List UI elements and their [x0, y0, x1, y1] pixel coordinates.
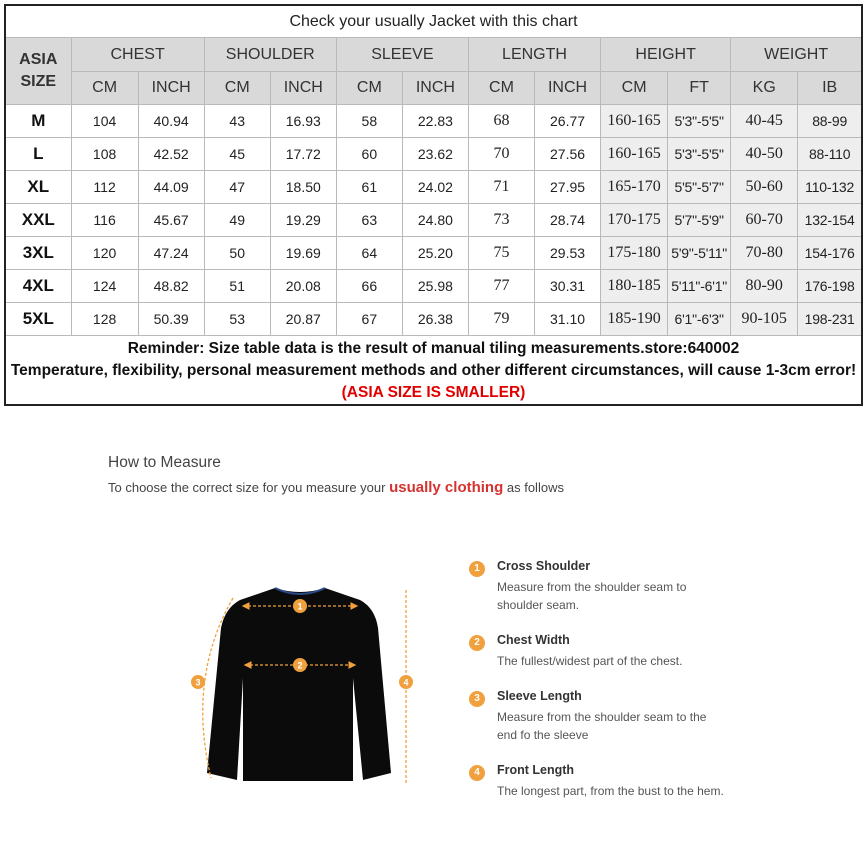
table-cell: 66 [336, 270, 402, 303]
long-sleeve-shirt-illustration [185, 548, 425, 788]
chart-title: Check your usually Jacket with this chart [5, 5, 862, 38]
step-1-badge: 1 [469, 561, 485, 577]
column-group-header: HEIGHT [601, 38, 731, 72]
instruction-desc: The fullest/widest part of the chest. [497, 654, 683, 668]
table-cell: 19.29 [270, 204, 336, 237]
table-cell: 185-190 [601, 303, 668, 336]
table-row [5, 270, 862, 303]
column-group-header: CHEST [71, 38, 204, 72]
unit-header: INCH [138, 72, 204, 105]
table-cell: 5'5"-5'7" [668, 171, 731, 204]
table-cell: 79 [468, 303, 534, 336]
table-cell: 40-50 [731, 138, 798, 171]
table-cell: 110-132 [798, 171, 862, 204]
instruction-desc: Measure from the shoulder seam to shoulder seam. [497, 580, 687, 612]
instruction-desc: The longest part, from the bust to the hem. [497, 784, 724, 798]
note-row [5, 336, 862, 406]
table-cell: 70 [468, 138, 534, 171]
subtitle-highlight: usually clothing [389, 479, 504, 496]
table-cell: 58 [336, 105, 402, 138]
instruction-title: Sleeve Length [497, 689, 582, 703]
table-cell: 20.87 [270, 303, 336, 336]
table-row [5, 303, 862, 336]
table-cell: 47.24 [138, 237, 204, 270]
unit-header: IB [798, 72, 862, 105]
measure-badge-3-label: 3 [195, 677, 201, 688]
table-cell: 70-80 [731, 237, 798, 270]
instruction-title: Front Length [497, 763, 575, 777]
table-cell: 71 [468, 171, 534, 204]
table-cell: 44.09 [138, 171, 204, 204]
asia-label-line2: SIZE [20, 73, 57, 90]
table-cell: 40.94 [138, 105, 204, 138]
table-cell: 116 [71, 204, 138, 237]
table-cell: 165-170 [601, 171, 668, 204]
table-cell: 5'7"-5'9" [668, 204, 731, 237]
column-group-header: LENGTH [468, 38, 600, 72]
table-cell: 19.69 [270, 237, 336, 270]
table-cell: 90-105 [731, 303, 798, 336]
table-cell: 48.82 [138, 270, 204, 303]
table-cell: 5'3"-5'5" [668, 105, 731, 138]
instruction-desc: Measure from the shoulder seam to the end fo the sleeve [497, 710, 707, 742]
table-cell: 29.53 [535, 237, 601, 270]
table-cell: 88-110 [798, 138, 862, 171]
table-cell: 128 [71, 303, 138, 336]
table-cell: 175-180 [601, 237, 668, 270]
table-cell: 28.74 [535, 204, 601, 237]
unit-header: CM [468, 72, 534, 105]
table-cell: 104 [71, 105, 138, 138]
table-cell: 64 [336, 237, 402, 270]
column-group-header: SLEEVE [336, 38, 468, 72]
unit-header: CM [601, 72, 668, 105]
table-cell: 73 [468, 204, 534, 237]
table-cell: 30.31 [535, 270, 601, 303]
table-cell: 42.52 [138, 138, 204, 171]
step-2-badge: 2 [469, 635, 485, 651]
table-row [5, 204, 862, 237]
instruction-title: Chest Width [497, 633, 570, 647]
table-cell: 26.77 [535, 105, 601, 138]
table-cell: 40-45 [731, 105, 798, 138]
table-cell: 27.95 [535, 171, 601, 204]
table-cell: 120 [71, 237, 138, 270]
table-cell: 60 [336, 138, 402, 171]
unit-header: CM [71, 72, 138, 105]
table-cell: 160-165 [601, 138, 668, 171]
table-cell: 20.08 [270, 270, 336, 303]
table-row [5, 171, 862, 204]
subtitle-text-before: To choose the correct size for you measure your [108, 480, 390, 495]
asia-size-warning: (ASIA SIZE IS SMALLER) [341, 384, 526, 401]
table-cell: 50.39 [138, 303, 204, 336]
unit-header: INCH [535, 72, 601, 105]
table-cell: 45.67 [138, 204, 204, 237]
column-group-header: SHOULDER [204, 38, 336, 72]
table-cell: 198-231 [798, 303, 862, 336]
table-cell: 45 [204, 138, 270, 171]
step-4-badge: 4 [469, 765, 485, 781]
table-cell: 22.83 [402, 105, 468, 138]
unit-header: FT [668, 72, 731, 105]
table-cell: 17.72 [270, 138, 336, 171]
shirt-shape [207, 588, 391, 781]
asia-size-label [5, 38, 71, 105]
table-cell: 176-198 [798, 270, 862, 303]
unit-header: CM [336, 72, 402, 105]
table-row [5, 105, 862, 138]
size-label-cell: 3XL [5, 237, 71, 270]
table-cell: 25.98 [402, 270, 468, 303]
table-cell: 75 [468, 237, 534, 270]
table-cell: 27.56 [535, 138, 601, 171]
table-cell: 112 [71, 171, 138, 204]
table-cell: 80-90 [731, 270, 798, 303]
table-cell: 16.93 [270, 105, 336, 138]
unit-header: INCH [402, 72, 468, 105]
how-to-measure-subtitle [108, 479, 564, 496]
instruction-title: Cross Shoulder [497, 559, 591, 573]
reminder-line2: Temperature, flexibility, personal measurement methods and other different circumstances, will cause 1-3cm error! [10, 362, 857, 379]
table-cell: 61 [336, 171, 402, 204]
table-cell: 132-154 [798, 204, 862, 237]
measure-badge-2-label: 2 [297, 660, 303, 671]
reminder-line1: Reminder: Size table data is the result of manual tiling measurements.store:640002 [127, 340, 740, 357]
size-label-cell: XL [5, 171, 71, 204]
table-cell: 60-70 [731, 204, 798, 237]
table-cell: 180-185 [601, 270, 668, 303]
table-cell: 67 [336, 303, 402, 336]
table-cell: 18.50 [270, 171, 336, 204]
unit-header: CM [204, 72, 270, 105]
column-group-header: WEIGHT [731, 38, 862, 72]
table-cell: 160-165 [601, 105, 668, 138]
table-row [5, 237, 862, 270]
table-cell: 51 [204, 270, 270, 303]
table-cell: 24.02 [402, 171, 468, 204]
size-label-cell: 4XL [5, 270, 71, 303]
size-label-cell: XXL [5, 204, 71, 237]
size-chart-table [4, 4, 863, 406]
measure-badge-1-label: 1 [297, 601, 303, 612]
size-label-cell: L [5, 138, 71, 171]
table-cell: 53 [204, 303, 270, 336]
unit-header: KG [731, 72, 798, 105]
table-cell: 124 [71, 270, 138, 303]
table-cell: 31.10 [535, 303, 601, 336]
table-cell: 170-175 [601, 204, 668, 237]
table-cell: 49 [204, 204, 270, 237]
measure-badge-4-label: 4 [403, 677, 409, 688]
table-cell: 6'1"-6'3" [668, 303, 731, 336]
table-cell: 5'11"-6'1" [668, 270, 731, 303]
table-cell: 63 [336, 204, 402, 237]
table-cell: 25.20 [402, 237, 468, 270]
table-cell: 50 [204, 237, 270, 270]
table-cell: 108 [71, 138, 138, 171]
table-cell: 23.62 [402, 138, 468, 171]
unit-header: INCH [270, 72, 336, 105]
table-cell: 26.38 [402, 303, 468, 336]
table-row [5, 138, 862, 171]
table-cell: 24.80 [402, 204, 468, 237]
table-cell: 43 [204, 105, 270, 138]
step-3-badge: 3 [469, 691, 485, 707]
table-cell: 88-99 [798, 105, 862, 138]
size-label-cell: 5XL [5, 303, 71, 336]
size-label-cell: M [5, 105, 71, 138]
subtitle-text-after: as follows [503, 480, 564, 495]
table-cell: 50-60 [731, 171, 798, 204]
table-cell: 68 [468, 105, 534, 138]
asia-label-line1: ASIA [19, 51, 58, 68]
table-cell: 5'3"-5'5" [668, 138, 731, 171]
how-to-measure-title: How to Measure [108, 454, 221, 471]
table-cell: 47 [204, 171, 270, 204]
table-cell: 77 [468, 270, 534, 303]
table-cell: 5'9"-5'11" [668, 237, 731, 270]
reminder-note [5, 336, 862, 406]
table-cell: 154-176 [798, 237, 862, 270]
